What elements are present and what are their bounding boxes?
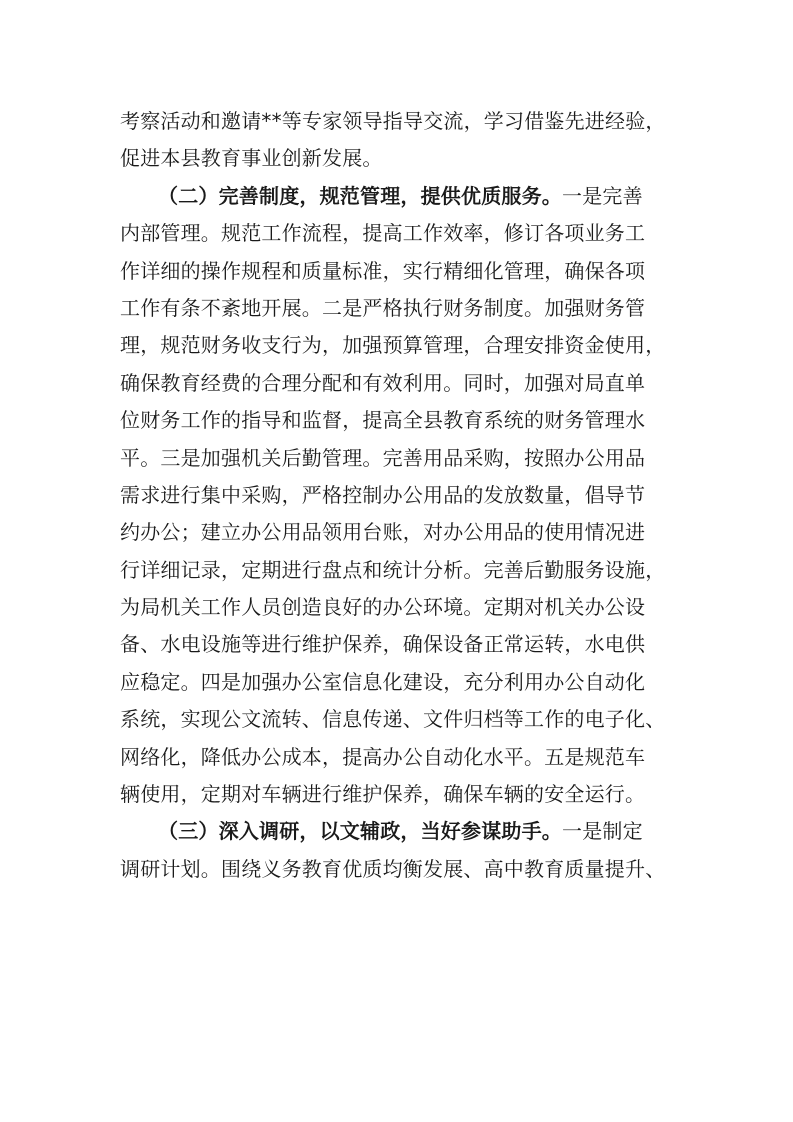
line-text: 促进本县教育事业创新发展。 (120, 146, 383, 171)
line-text: 一是制定 (562, 819, 643, 844)
text-line (120, 739, 680, 776)
line-text: 平。三是加强机关后勤管理。完善用品采购，按照办公用品 (120, 445, 646, 470)
text-line (120, 440, 680, 477)
line-text: 位财务工作的指导和监督，提高全县教育系统的财务管理水 (120, 408, 646, 433)
text-line (120, 664, 680, 701)
text-line (120, 290, 680, 327)
text-line (120, 552, 680, 589)
text-line (120, 589, 680, 626)
line-text: 辆使用，定期对车辆进行维护保养，确保车辆的安全运行。 (120, 782, 646, 807)
text-line (120, 215, 680, 252)
text-line (120, 477, 680, 514)
line-text: 需求进行集中采购，严格控制办公用品的发放数量，倡导节 (120, 482, 646, 507)
text-line (120, 701, 680, 738)
line-text: 作详细的操作规程和质量标准，实行精细化管理，确保各项 (120, 258, 646, 283)
text-line (120, 103, 680, 140)
text-line (120, 402, 680, 439)
line-text: 备、水电设施等进行维护保养，确保设备正常运转，水电供 (120, 632, 646, 657)
line-text: 行详细记录，定期进行盘点和统计分析。完善后勤服务设施， (120, 557, 666, 582)
line-text: 为局机关工作人员创造良好的办公环境。定期对机关办公设 (120, 595, 646, 620)
text-line (120, 851, 680, 888)
section-heading: （二）完善制度，规范管理，提供优质服务。 (158, 183, 562, 208)
text-line (120, 776, 680, 813)
section-heading-line (120, 813, 680, 850)
text-line (120, 327, 680, 364)
text-line (120, 514, 680, 551)
text-line (120, 140, 680, 177)
line-text: 应稳定。四是加强办公室信息化建设，充分利用办公自动化 (120, 669, 646, 694)
line-text: 内部管理。规范工作流程，提高工作效率，修订各项业务工 (120, 221, 646, 246)
section-heading: （三）深入调研，以文辅政，当好参谋助手。 (158, 819, 562, 844)
line-text: 网络化，降低办公成本，提高办公自动化水平。五是规范车 (120, 744, 646, 769)
line-text: 考察活动和邀请**等专家领导指导交流，学习借鉴先进经验， (120, 109, 666, 133)
line-text: 约办公；建立办公用品领用台账，对办公用品的使用情况进 (120, 520, 646, 545)
line-text: 工作有条不紊地开展。二是严格执行财务制度。加强财务管 (120, 295, 646, 320)
text-line (120, 626, 680, 663)
line-text: 调研计划。围绕义务教育优质均衡发展、高中教育质量提升、 (120, 856, 666, 881)
text-line (120, 365, 680, 402)
body-text (120, 103, 680, 888)
line-text: 理，规范财务收支行为，加强预算管理，合理安排资金使用， (120, 333, 666, 358)
line-text: 确保教育经费的合理分配和有效利用。同时，加强对局直单 (120, 370, 646, 395)
section-heading-line (120, 178, 680, 215)
text-line (120, 253, 680, 290)
line-text: 系统，实现公文流转、信息传递、文件归档等工作的电子化、 (120, 707, 666, 732)
line-text: 一是完善 (562, 183, 643, 208)
